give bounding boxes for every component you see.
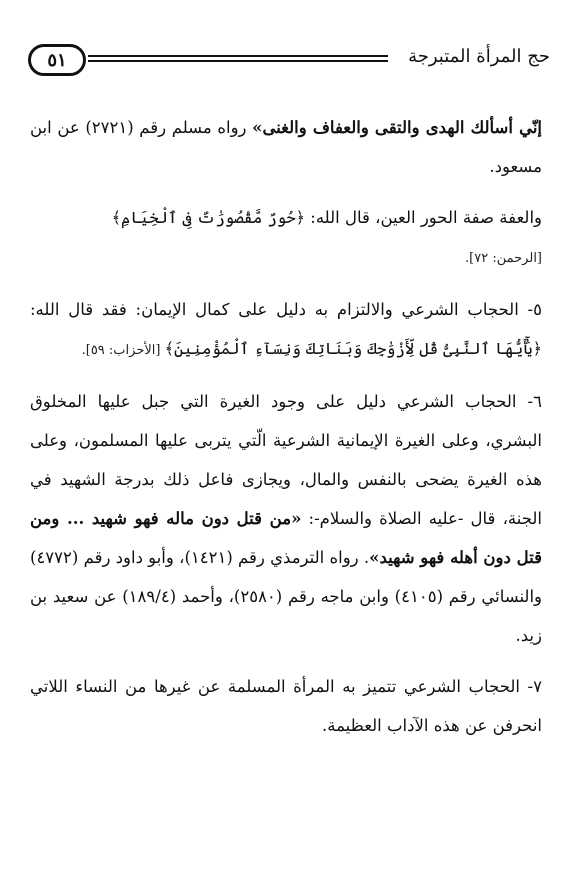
paragraph-3 (30, 290, 542, 370)
paragraph-5-text: ٧- الحجاب الشرعي تتميز به المرأة المسلمة عن غيرها من النساء اللاتي انحرفن عن هذه الآداب العظيمة. (30, 677, 542, 735)
header-rule-line-top (88, 55, 388, 57)
paragraph-2-text: والعفة صفة الحور العين، قال الله: (305, 208, 542, 227)
verse-reference-rahman: [الرحمن: ٧٢]. (465, 251, 542, 266)
header-rule-line-bottom (88, 60, 388, 62)
verse-reference-ahzab: [الأحزاب: ٥٩]. (81, 343, 165, 358)
paragraph-1 (30, 108, 542, 186)
hadith-quote: إنّي أسألك الهدى والتقى والعفاف والغنى» (252, 118, 543, 137)
paragraph-5 (30, 667, 542, 745)
page-number: ٥١ (47, 49, 67, 71)
hadith-martyr-quote: «من قتل دون ماله فهو شهيد ... ومن قتل دون أهله فهو شهيد» (30, 509, 542, 567)
paragraph-2 (30, 198, 542, 237)
paragraph-3-text: ٥- الحجاب الشرعي والالتزام به دليل على كمال الإيمان: فقد قال الله: (30, 300, 542, 319)
paragraph-4-text: ٦- الحجاب الشرعي دليل على وجود الغيرة التي جبل عليها المخلوق البشري، وعلى الغيرة الإيمانية الشرعية الّتي يتربى عليها المسلمون، وعلى هذه الغيرة يضحى بالنفس والمال، ويجازى فاعل ذلك بدرجة الشهيد في الجنة، قال -عليه الصلاة والسلام-: (30, 392, 542, 528)
quran-verse-ahzab: ﴿يَٰٓأَيُّهَا ٱلنَّبِىُّ قُل لِّأَزْوَٰجِكَ وَبَنَاتِكَ وَنِسَآءِ ٱلْمُؤْمِنِينَ﴾ (164, 339, 542, 358)
hadith-reference: رواه مسلم رقم (٢٧٢١) عن ابن مسعود. (30, 118, 542, 176)
page-body (30, 108, 542, 745)
page-number-badge (28, 44, 86, 76)
paragraph-4 (30, 382, 542, 655)
page-header (22, 44, 552, 84)
header-rule (88, 55, 388, 63)
paragraph-2-ref-line (30, 237, 542, 278)
running-title: حج المرأة المتبرجة (408, 46, 550, 67)
hadith-martyr-reference: . رواه الترمذي رقم (١٤٢١)، وأبو داود رقم (٤٧٧٢) والنسائي رقم (٤١٠٥) وابن ماجه رقم (٢٥٨٠)، وأحمد (١٨٩/٤) عن سعيد بن زيد. (30, 548, 542, 645)
quran-verse-rahman: ﴿حُورٌ مَّقْصُورَٰتٌ فِى ٱلْخِيَامِ﴾ (111, 208, 306, 227)
